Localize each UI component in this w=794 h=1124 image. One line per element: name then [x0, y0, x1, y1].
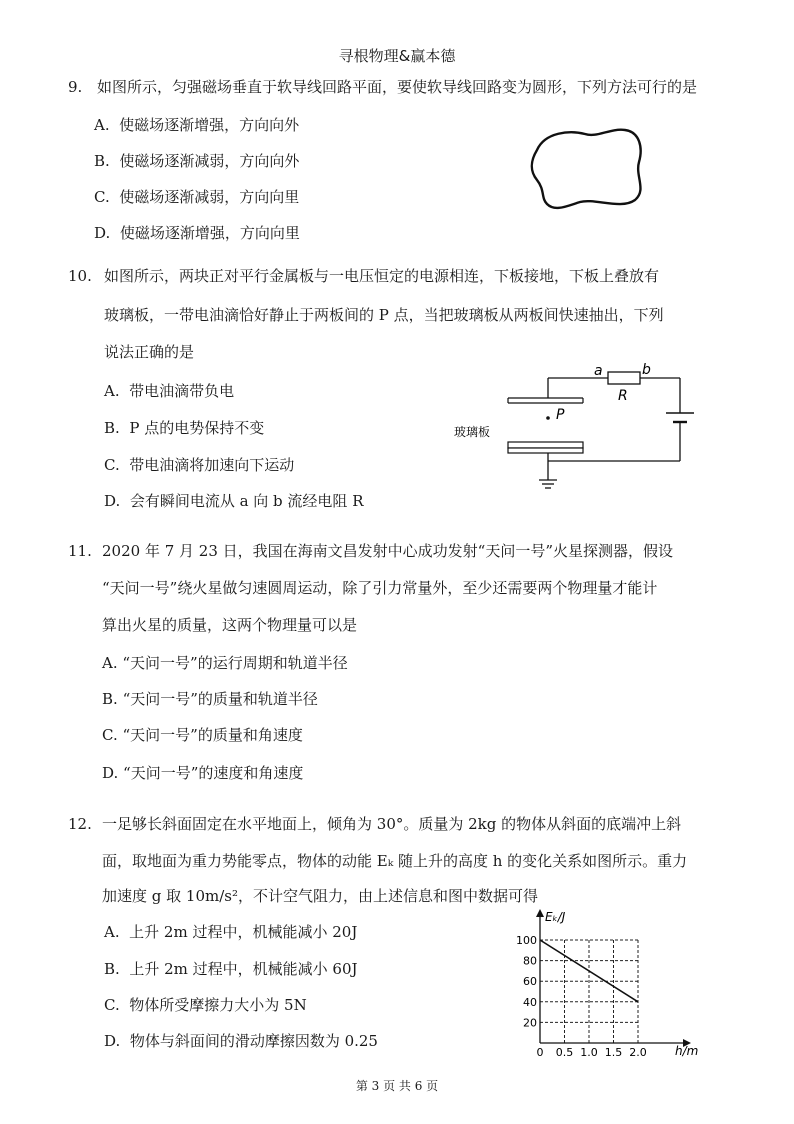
q9-stem: 如图所示，匀强磁场垂直于软导线回路平面，要使软导线回路变为圆形，下列方法可行的是 — [97, 78, 698, 96]
y-axis-arrow-icon — [536, 909, 544, 917]
q10-stem-line-3: 说法正确的是 — [104, 343, 195, 361]
y-tick-label: 60 — [523, 975, 537, 989]
label-b: b — [642, 362, 651, 378]
glass-plate — [508, 442, 583, 448]
q10-number: 10. — [68, 267, 92, 285]
option-text: 带电油滴带负电 — [129, 382, 235, 400]
q12-option-d — [104, 1031, 378, 1051]
option-text: “天问一号”的运行周期和轨道半径 — [122, 654, 348, 672]
x-tick-label: 0.5 — [555, 1046, 574, 1059]
option-text: 带电油滴将加速向下运动 — [129, 456, 295, 474]
q9-option-c — [94, 187, 299, 207]
option-text: 使磁场逐渐减弱，方向向外 — [119, 152, 300, 170]
option-label: D. — [104, 1032, 121, 1050]
q11-stem-line-3: 算出火星的质量，这两个物理量可以是 — [102, 616, 358, 634]
y-axis-label: Eₖ/J — [545, 910, 566, 924]
y-tick-label: 20 — [523, 1016, 537, 1030]
label-r: R — [618, 388, 628, 404]
option-label: B. — [102, 690, 118, 708]
option-label: B. — [94, 152, 110, 170]
x-tick-label: 0 — [536, 1046, 544, 1059]
q9-option-a — [94, 115, 299, 135]
option-text: 上升 2m 过程中，机械能减小 60J — [129, 960, 358, 978]
option-label: C. — [94, 188, 110, 206]
label-p: P — [556, 407, 565, 423]
option-label: A. — [94, 116, 110, 134]
option-label: A. — [104, 923, 120, 941]
option-text: “天问一号”的速度和角速度 — [123, 764, 304, 782]
q9-option-b — [94, 151, 299, 171]
x-tick-label: 2.0 — [629, 1046, 647, 1059]
q10-option-b — [104, 418, 264, 438]
option-label: C. — [104, 996, 120, 1014]
q11-option-c — [102, 725, 303, 745]
option-text: 物体所受摩擦力大小为 5N — [129, 996, 307, 1014]
q11-stem-line-2: “天问一号”绕火星做匀速圆周运动，除了引力常量外，至少还需要两个物理量才能计 — [102, 579, 658, 597]
option-text: 使磁场逐渐增强，方向向里 — [119, 224, 300, 242]
y-tick-label: 100 — [516, 934, 537, 947]
option-label: D. — [102, 764, 119, 782]
wire-loop-shape — [532, 130, 641, 208]
y-tick-label: 80 — [523, 954, 537, 968]
oil-drop-p — [546, 416, 550, 420]
option-text: P 点的电势保持不变 — [129, 419, 265, 437]
option-label: C. — [102, 726, 118, 744]
x-tick-label: 1.0 — [580, 1046, 598, 1059]
option-label: B. — [104, 960, 120, 978]
q9-number: 9. — [68, 78, 83, 96]
q12-option-c — [104, 995, 307, 1015]
bottom-plate — [508, 448, 583, 453]
option-text: 物体与斜面间的滑动摩擦因数为 0.25 — [129, 1032, 378, 1050]
option-label: A. — [102, 654, 118, 672]
option-text: “天问一号”的质量和轨道半径 — [122, 690, 318, 708]
q10-option-c — [104, 455, 294, 475]
ek-height-chart — [505, 905, 705, 1060]
q11-stem-line-1: 2020 年 7 月 23 日，我国在海南文昌发射中心成功发射“天问一号”火星探测器，假设 — [102, 542, 673, 560]
y-tick-label: 40 — [523, 995, 537, 1009]
label-a: a — [594, 363, 603, 379]
q10-option-d — [104, 491, 364, 511]
capacitor-circuit-diagram — [440, 360, 700, 500]
chart-ticks — [516, 934, 647, 1059]
page-header: 寻根物理&赢本德 — [338, 47, 456, 65]
q12-number: 12. — [68, 815, 92, 833]
option-label: B. — [104, 419, 120, 437]
option-label: A. — [104, 382, 120, 400]
q11-option-b — [102, 689, 318, 709]
option-text: 上升 2m 过程中，机械能减小 20J — [129, 923, 358, 941]
option-label: D. — [104, 492, 121, 510]
x-tick-label: 1.5 — [604, 1046, 623, 1059]
q12-stem-line-1: 一足够长斜面固定在水平地面上，倾角为 30°。质量为 2kg 的物体从斜面的底端冲上斜 — [102, 815, 682, 833]
option-text: 使磁场逐渐增强，方向向外 — [119, 116, 300, 134]
q11-number: 11. — [68, 542, 92, 560]
q12-option-b — [104, 959, 358, 979]
resistor — [608, 372, 640, 384]
option-text: 使磁场逐渐减弱，方向向里 — [119, 188, 300, 206]
soft-wire-loop-diagram — [525, 120, 655, 212]
q10-stem-line-1: 如图所示，两块正对平行金属板与一电压恒定的电源相连，下板接地，下板上叠放有 — [104, 267, 660, 285]
option-text: 会有瞬间电流从 a 向 b 流经电阻 R — [129, 492, 364, 510]
q12-option-a — [104, 922, 357, 942]
q12-stem-line-2: 面，取地面为重力势能零点，物体的动能 Eₖ 随上升的高度 h 的变化关系如图所示。重力 — [102, 852, 688, 870]
q11-option-a — [102, 653, 348, 673]
q11-option-d — [102, 763, 303, 783]
option-label: C. — [104, 456, 120, 474]
q10-option-a — [104, 381, 234, 401]
option-label: D. — [94, 224, 111, 242]
label-glass: 玻璃板 — [454, 425, 491, 439]
q12-stem-line-3: 加速度 g 取 10m/s²，不计空气阻力，由上述信息和图中数据可得 — [102, 887, 538, 905]
page-footer: 第 3 页 共 6 页 — [355, 1079, 439, 1093]
x-axis-label: h/m — [675, 1044, 699, 1058]
q9-option-d — [94, 223, 300, 243]
q10-stem-line-2: 玻璃板，一带电油滴恰好静止于两板间的 P 点，当把玻璃板从两板间快速抽出，下列 — [104, 306, 664, 324]
chart-grid — [540, 940, 638, 1043]
option-text: “天问一号”的质量和角速度 — [122, 726, 303, 744]
